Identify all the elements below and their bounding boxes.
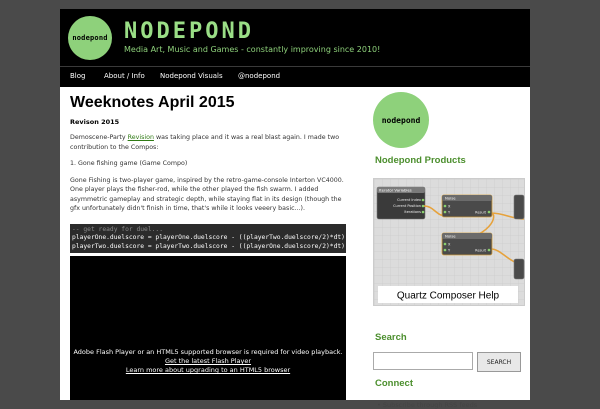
site-header <box>60 9 530 66</box>
code-block <box>70 224 346 254</box>
post-paragraph-3: Gone Fishing is two-player game, inspired by the retro-game-console Interton VC4000. One player plays the fisher-rod, while the other played the fish swarm. I added asymmetric gameplay and strategic depth, while staying flat in its design (though the gfx unfortunately didn't finish in time, that's while it looks veeery basic...). <box>70 176 344 212</box>
nav-item-twitter[interactable]: @nodepond <box>238 72 281 80</box>
qc-node2-port-y: Y <box>448 210 451 215</box>
search-button[interactable]: SEARCH <box>477 352 521 372</box>
qc-banner-text: Quartz Composer Help <box>396 290 500 302</box>
qc-node-noise-1 <box>442 195 492 217</box>
p1-text-before: Demoscene-Party <box>70 134 128 141</box>
sidebar-logo[interactable] <box>373 92 429 148</box>
qc-node1-port-2: Current Position <box>393 204 421 208</box>
qc-node-iterator <box>377 187 425 219</box>
code-line-2: playerTwo.duelscore = playerTwo.duelscore - ((playerOne.duelscore/2)*dt) <box>72 242 345 250</box>
qc-node3-port-x: X <box>448 242 451 247</box>
qc-node2-port-x: X <box>448 204 451 209</box>
products-heading: Nodepond Products <box>375 155 466 166</box>
video-fallback-message <box>70 348 346 375</box>
sidebar-logo-text: nodepond <box>381 115 421 125</box>
code-comment: -- get ready for duel... <box>72 225 163 233</box>
qc-node-noise-2 <box>442 233 492 255</box>
site-tagline: Media Art, Music and Games - constantly improving since 2010! <box>124 45 381 54</box>
quartz-composer-help-banner[interactable] <box>373 178 525 306</box>
post-subhead: Revison 2015 <box>70 118 120 126</box>
video-player[interactable] <box>70 256 346 400</box>
search-input[interactable] <box>373 352 473 370</box>
site-title[interactable]: NODEPOND <box>124 19 254 44</box>
main-nav <box>60 66 530 87</box>
qc-node1-title: Iterator Variables <box>379 187 412 193</box>
rss-subscribe-link[interactable]: • Subscribe through RSS feeds <box>377 401 478 409</box>
rss-subscribe-text: Subscribe through RSS feeds <box>382 401 478 409</box>
nav-item-blog[interactable]: Blog <box>70 72 86 80</box>
post-paragraph-2: 1. Gone fishing game (Game Compo) <box>70 160 188 167</box>
revision-link[interactable]: Revision <box>127 134 154 141</box>
connect-heading: Connect <box>375 378 413 389</box>
html5-upgrade-link[interactable]: Learn more about upgrading to an HTML5 browser <box>125 366 291 374</box>
page <box>60 9 530 409</box>
nav-item-about[interactable]: About / Info <box>104 72 145 80</box>
post-paragraph-1 <box>70 133 346 152</box>
qc-node1-port-3: Iterations <box>404 210 421 214</box>
qc-graph-illustration <box>374 179 524 305</box>
qc-node2-title: Noise <box>445 195 456 201</box>
p1-text-after: was taking place and it was a real blast again. I made two contribution to the Compos: <box>70 134 340 151</box>
post-title[interactable]: Weeknotes April 2015 <box>70 94 235 111</box>
qc-banner <box>378 286 518 303</box>
search-heading: Search <box>375 332 407 343</box>
nav-item-visuals[interactable]: Nodepond Visuals <box>160 72 223 80</box>
post <box>70 93 346 253</box>
site-logo[interactable] <box>68 16 112 60</box>
qc-node3-title: Noise <box>445 233 456 239</box>
flash-player-link[interactable]: Get the latest Flash Player <box>164 357 252 365</box>
site-logo-text: nodepond <box>72 34 108 42</box>
qc-node3-port-y: Y <box>448 248 451 253</box>
qc-node2-result: Result <box>475 210 486 215</box>
qc-node3-result: Result <box>475 248 486 253</box>
code-line-1: playerOne.duelscore = playerOne.duelscore - ((playerTwo.duelscore/2)*dt) <box>72 234 345 241</box>
video-message-text: Adobe Flash Player or an HTML5 supported browser is required for video playback. <box>73 348 343 356</box>
qc-node1-port-1: Current Index <box>397 198 421 202</box>
